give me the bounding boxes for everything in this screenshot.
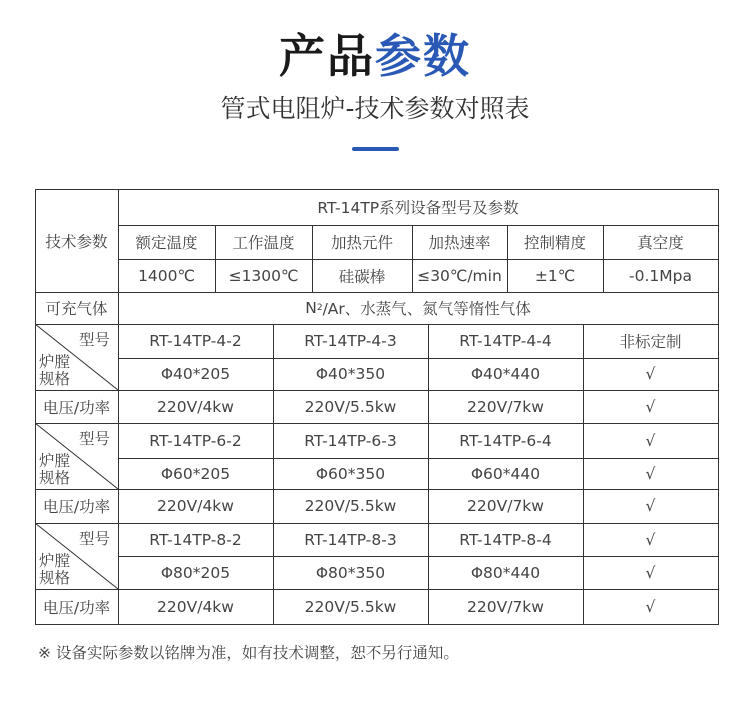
title-dark: 产品 (279, 29, 375, 83)
power-cell: 220V/5.5kw (304, 497, 397, 515)
table-border (583, 324, 584, 424)
chamber-cell: √ (645, 365, 656, 383)
spec-value: ≤30℃/min (417, 266, 502, 285)
table-border (118, 358, 719, 359)
power-cell: 220V/4kw (157, 497, 234, 515)
title-underline (352, 147, 399, 151)
spec-header: 加热元件 (330, 234, 393, 252)
table-border (118, 458, 719, 459)
chamber-label (39, 553, 70, 587)
model-cell: RT-14TP-4-2 (149, 332, 242, 350)
chamber-label (39, 453, 70, 487)
model-cell: RT-14TP-4-3 (304, 332, 397, 350)
chamber-label-line2: 规格 (39, 469, 71, 487)
power-cell: 220V/5.5kw (304, 597, 397, 616)
table-border (583, 423, 584, 524)
chamber-cell: Φ40*350 (315, 365, 386, 383)
chamber-cell: Φ40*440 (470, 365, 541, 383)
chamber-cell: Φ80*440 (470, 563, 541, 582)
power-cell: 220V/4kw (157, 397, 234, 416)
chamber-cell: Φ60*350 (315, 464, 386, 483)
table-border (273, 523, 274, 625)
model-cell: 非标定制 (619, 333, 682, 351)
power-cell: √ (645, 497, 656, 515)
series-title: RT-14TP系列设备型号及参数 (317, 199, 519, 217)
spec-value: ≤1300℃ (228, 266, 299, 285)
table-border (118, 259, 719, 260)
table-border (428, 523, 429, 625)
spec-header: 工作温度 (232, 234, 295, 252)
tech-params-label: 技术参数 (45, 232, 108, 251)
power-label: 电压/功率 (42, 398, 111, 417)
spec-header: 额定温度 (135, 234, 198, 252)
spec-table (35, 189, 718, 624)
gas-rest: /Ar、水蒸气、氮气等惰性气体 (322, 300, 531, 318)
chamber-label-line1: 炉膛 (39, 452, 71, 470)
model-chamber-diagonal-header (35, 523, 118, 589)
gas-n: N (305, 299, 317, 317)
table-border (118, 556, 719, 557)
table-border (718, 189, 719, 625)
model-cell: √ (645, 431, 656, 450)
model-label: 型号 (78, 331, 110, 349)
footer-note: ※ 设备实际参数以铭牌为准，如有技术调整，恕不另行通知。 (38, 644, 459, 662)
spec-header: 真空度 (637, 234, 684, 252)
table-border (273, 423, 274, 524)
model-cell: RT-14TP-6-4 (459, 431, 552, 450)
chamber-cell: Φ80*205 (160, 563, 231, 582)
chamber-cell: √ (645, 464, 656, 483)
chamber-label-line1: 炉膛 (39, 552, 71, 570)
table-border (35, 489, 719, 490)
page-subtitle: 管式电阻炉-技术参数对照表 (220, 94, 530, 123)
model-label: 型号 (78, 430, 110, 448)
table-border (273, 324, 274, 424)
table-border (35, 589, 719, 590)
chamber-cell: Φ60*205 (160, 464, 231, 483)
chamber-label-line1: 炉膛 (39, 353, 71, 371)
gas-label: 可充气体 (45, 300, 108, 318)
spec-value: 1400℃ (138, 266, 195, 285)
table-border (428, 324, 429, 424)
chamber-cell: Φ80*350 (315, 563, 386, 582)
spec-value: -0.1Mpa (629, 266, 692, 285)
spec-value: 硅碳棒 (338, 267, 386, 286)
gas-sub: 2 (316, 303, 323, 313)
power-cell: 220V/7kw (467, 397, 544, 416)
power-cell: 220V/7kw (467, 497, 544, 515)
spec-header: 加热速率 (428, 234, 491, 252)
chamber-cell: Φ40*205 (160, 365, 231, 383)
power-cell: 220V/5.5kw (304, 397, 397, 416)
model-cell: RT-14TP-8-4 (459, 530, 552, 549)
chamber-cell: Φ60*440 (470, 464, 541, 483)
model-cell: RT-14TP-4-4 (459, 332, 552, 350)
page-title (0, 26, 750, 86)
chamber-label (39, 354, 70, 388)
table-border (35, 390, 719, 391)
table-border (583, 523, 584, 625)
chamber-label-line2: 规格 (39, 370, 71, 388)
power-label: 电压/功率 (42, 498, 111, 516)
chamber-cell: √ (645, 563, 656, 582)
power-cell: 220V/7kw (467, 597, 544, 616)
model-cell: RT-14TP-6-3 (304, 431, 397, 450)
spec-header: 控制精度 (523, 234, 586, 252)
model-cell: √ (645, 530, 656, 549)
chamber-label-line2: 规格 (39, 569, 71, 587)
gas-value (118, 292, 718, 324)
model-chamber-diagonal-header (35, 324, 118, 390)
model-cell: RT-14TP-8-3 (304, 530, 397, 549)
power-cell: 220V/4kw (157, 597, 234, 616)
power-cell: √ (645, 597, 656, 616)
power-label: 电压/功率 (42, 598, 111, 617)
model-cell: RT-14TP-8-2 (149, 530, 242, 549)
title-blue: 参数 (375, 29, 471, 83)
spec-value: ±1℃ (534, 266, 576, 285)
model-label: 型号 (78, 530, 110, 548)
table-border (35, 624, 719, 625)
model-cell: RT-14TP-6-2 (149, 431, 242, 450)
table-border (428, 423, 429, 524)
power-cell: √ (645, 397, 656, 416)
model-chamber-diagonal-header (35, 423, 118, 489)
